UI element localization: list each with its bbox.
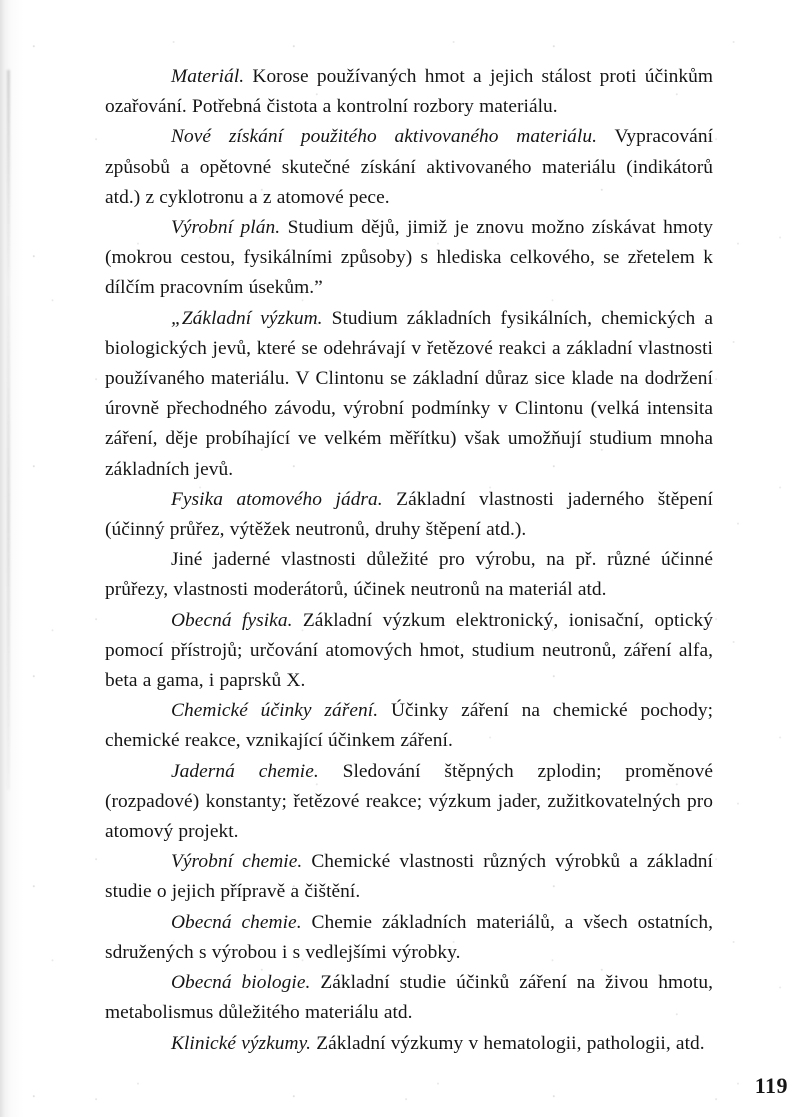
paragraph-jine-jaderne-vlastnosti [105,545,713,605]
paragraph-lead-in: Materiál. [171,66,245,87]
paragraph-lead-in: Klinické výzkumy. [171,1032,312,1054]
paragraph-body: Základní studie účinků záření na živou hmotu, metabolismus důležitého materiálu atd. [105,972,713,1024]
paragraph-obecna-fysika [105,606,713,697]
paragraph-lead-in: Výrobní chemie. [171,851,303,873]
paragraph-vyrobni-chemie [105,847,713,907]
paragraph-lead-in: Chemické účinky záření. [171,700,379,722]
paragraph-lead-in: Obecná chemie. [171,911,302,933]
paragraph-chemicke-ucinky-zareni [105,696,713,756]
paragraph-lead-in: Výrobní plán. [171,217,281,239]
paragraph-body: Základní výzkumy v hematologii, pathologii, atd. [311,1032,705,1054]
body-text-block [105,62,713,1059]
paragraph-obecna-chemie [105,908,713,968]
paragraph-lead-in: „Základní výzkum. [171,307,323,329]
paragraph-nove-ziskani [105,122,713,213]
paragraph-body: Sledování štěpných zplodin; proměnové (rozpadové) konstanty; řetězové reakce; výzkum jader, zužitkovatelných pro atomový projekt. [105,760,713,843]
paragraph-zakladni-vyzkum [105,304,713,485]
paragraph-body: Korose používaných hmot a jejich stálost proti účinkům ozařování. Potřebná čistota a kontrolní rozbory materiálu. [105,66,713,118]
paragraph-lead-in: Nové získání použitého aktivovaného materiálu. [171,126,598,148]
paragraph-body: Základní vlastnosti jaderného štěpení (účinný průřez, výtěžek neutronů, druhy štěpení atd.). [105,488,713,541]
scan-edge-artifact [0,0,26,1117]
paragraph-lead-in: Obecná fysika. [171,609,293,631]
paragraph-lead-in: Fysika atomového jádra. [171,488,383,510]
paragraph-lead-in: Obecná biologie. [171,972,311,994]
paragraph-klinicke-vyzkumy [105,1029,713,1059]
paragraph-fysika-atomoveho-jadra [105,485,713,545]
paragraph-body: Chemické vlastnosti různých výrobků a základní studie o jejich přípravě a čištění. [105,851,713,903]
paragraph-body: Chemie základních materiálů, a všech ostatních, sdružených s výrobou i s vedlejšími výrobky. [105,911,713,963]
paragraph-body: Studium základních fysikálních, chemických a biologických jevů, které se odehrávají v řetězové reakci a základní vlastnosti používaného materiálu. V Clintonu se základní důraz sice klade na dodržení úrovně přechodného závodu, výrobní podmínky v Clintonu (velká intensita záření, děje probíhající ve velkém měřítku) však umožňují studium mnoha základních jevů. [105,307,714,480]
paragraph-body: Jiné jaderné vlastnosti důležité pro výrobu, na př. různé účinné průřezy, vlastnosti moderátorů, účinek neutronů na materiál atd. [105,549,713,601]
paragraph-body: Vypracování způsobů a opětovné skutečné získání aktivovaného materiálu (indikátorů atd.) z cyklotronu a z atomové pece. [105,126,714,208]
page-number: 119 [754,1073,788,1098]
paragraph-material [105,62,713,122]
paragraph-vyrobni-plan [105,213,713,304]
paragraph-body: Účinky záření na chemické pochody; chemické reakce, vznikající účinkem záření. [105,700,714,752]
paragraph-obecna-biologie [105,968,713,1028]
paragraph-body: Studium dějů, jimiž je znovu možno získávat hmoty (mokrou cestou, fysikálními způsoby) s hlediska celkového, se zřetelem k dílčím pracovním úsekům.” [105,217,713,299]
paragraph-lead-in: Jaderná chemie. [171,760,319,782]
paragraph-jaderna-chemie [105,757,713,848]
paragraph-body: Základní výzkum elektronický, ionisační, optický pomocí přístrojů; určování atomových hmot, studium neutronů, záření alfa, beta a gama, i paprsků X. [105,609,713,692]
